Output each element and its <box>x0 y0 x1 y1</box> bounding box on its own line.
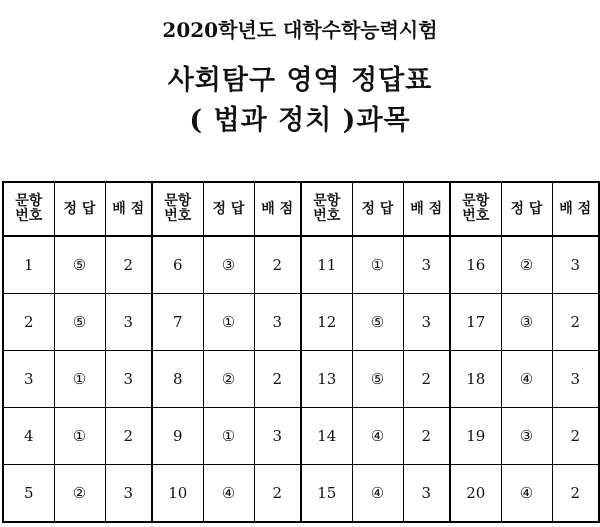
answer-cell: ⑤ <box>352 351 403 408</box>
header-score: 배 점 <box>552 182 599 236</box>
score-cell: 2 <box>105 408 152 465</box>
table-row <box>3 294 599 351</box>
header-answer: 정 답 <box>203 182 254 236</box>
exam-year-title: 2020학년도 대학수학능력시험 <box>162 18 438 42</box>
question-number-cell: 5 <box>3 465 54 523</box>
score-cell: 3 <box>254 294 301 351</box>
question-number-cell: 13 <box>301 351 352 408</box>
header-answer: 정 답 <box>54 182 105 236</box>
score-cell: 2 <box>403 408 450 465</box>
header-question-number <box>152 182 203 236</box>
answer-cell: ② <box>203 351 254 408</box>
question-number-cell: 10 <box>152 465 203 523</box>
question-number-cell: 17 <box>450 294 501 351</box>
header-number-line2: 번호 <box>164 208 192 224</box>
answer-cell: ③ <box>203 236 254 294</box>
table-row <box>3 408 599 465</box>
score-cell: 3 <box>403 465 450 523</box>
table-header-row <box>3 182 599 236</box>
header-answer: 정 답 <box>501 182 552 236</box>
answer-cell: ② <box>501 236 552 294</box>
answer-cell: ④ <box>203 465 254 523</box>
header-number-line1: 문항 <box>15 193 43 209</box>
answer-cell: ① <box>203 294 254 351</box>
score-cell: 2 <box>254 465 301 523</box>
question-number-cell: 9 <box>152 408 203 465</box>
question-number-cell: 16 <box>450 236 501 294</box>
score-cell: 2 <box>552 408 599 465</box>
question-number-cell: 11 <box>301 236 352 294</box>
question-number-cell: 8 <box>152 351 203 408</box>
header-number-line1: 문항 <box>313 193 341 209</box>
question-number-cell: 20 <box>450 465 501 523</box>
question-number-cell: 7 <box>152 294 203 351</box>
table-row <box>3 351 599 408</box>
header-number-line2: 번호 <box>15 208 43 224</box>
answer-cell: ⑤ <box>54 236 105 294</box>
header-score: 배 점 <box>403 182 450 236</box>
score-cell: 2 <box>254 351 301 408</box>
score-cell: 2 <box>552 294 599 351</box>
question-number-cell: 1 <box>3 236 54 294</box>
answer-cell: ③ <box>501 408 552 465</box>
answer-cell: ① <box>54 408 105 465</box>
answer-table <box>2 181 600 523</box>
answer-cell: ④ <box>501 465 552 523</box>
score-cell: 3 <box>552 351 599 408</box>
score-cell: 3 <box>254 408 301 465</box>
score-cell: 3 <box>105 465 152 523</box>
question-number-cell: 3 <box>3 351 54 408</box>
question-number-cell: 4 <box>3 408 54 465</box>
table-row <box>3 465 599 523</box>
question-number-cell: 12 <box>301 294 352 351</box>
question-number-cell: 6 <box>152 236 203 294</box>
score-cell: 2 <box>403 351 450 408</box>
table-row <box>3 236 599 294</box>
answer-cell: ② <box>54 465 105 523</box>
question-number-cell: 19 <box>450 408 501 465</box>
score-cell: 3 <box>552 236 599 294</box>
header-question-number <box>3 182 54 236</box>
question-number-cell: 15 <box>301 465 352 523</box>
header-number-line2: 번호 <box>462 208 490 224</box>
score-cell: 3 <box>403 294 450 351</box>
answer-cell: ④ <box>501 351 552 408</box>
header-number-line1: 문항 <box>462 193 490 209</box>
question-number-cell: 14 <box>301 408 352 465</box>
score-cell: 3 <box>105 294 152 351</box>
answer-cell: ① <box>54 351 105 408</box>
answer-cell: ① <box>352 236 403 294</box>
header-question-number <box>450 182 501 236</box>
answer-cell: ① <box>203 408 254 465</box>
header-number-line1: 문항 <box>164 193 192 209</box>
question-number-cell: 2 <box>3 294 54 351</box>
answer-sheet-title: 사회탐구 영역 정답표 <box>167 65 433 96</box>
answer-cell: ⑤ <box>352 294 403 351</box>
header-question-number <box>301 182 352 236</box>
score-cell: 2 <box>105 236 152 294</box>
score-cell: 3 <box>105 351 152 408</box>
header-score: 배 점 <box>105 182 152 236</box>
answer-cell: ③ <box>501 294 552 351</box>
answer-cell: ④ <box>352 408 403 465</box>
score-cell: 3 <box>403 236 450 294</box>
question-number-cell: 18 <box>450 351 501 408</box>
answer-cell: ⑤ <box>54 294 105 351</box>
subject-title: ( 법과 정치 )과목 <box>189 105 411 136</box>
header-number-line2: 번호 <box>313 208 341 224</box>
answer-cell: ④ <box>352 465 403 523</box>
header-score: 배 점 <box>254 182 301 236</box>
header-answer: 정 답 <box>352 182 403 236</box>
score-cell: 2 <box>552 465 599 523</box>
score-cell: 2 <box>254 236 301 294</box>
